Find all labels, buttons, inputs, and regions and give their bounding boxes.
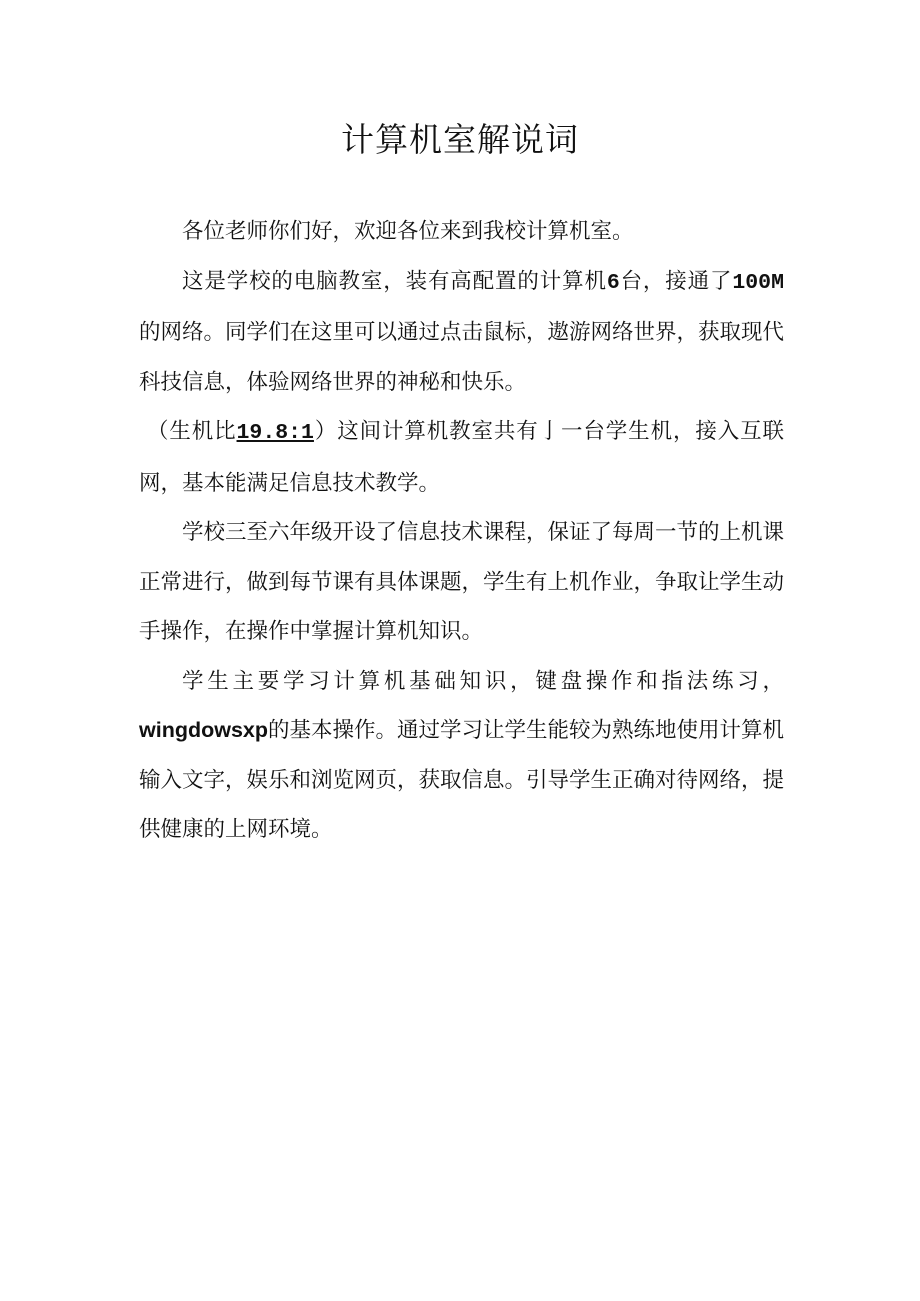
document-title: 计算机室解说词 (341, 120, 579, 159)
paragraph-greeting (139, 207, 784, 257)
computer-count: 6 (606, 270, 620, 295)
paragraph-curriculum (139, 508, 784, 657)
intro-text-2: 台，接通了 (619, 268, 733, 294)
intro-text-3: 的网络。同学们在这里可以通过点击鼠标，遨游网络世界，获取现代科技信息，体验网络世界的神秘和快乐。 (139, 320, 785, 395)
paragraph-classroom-intro (139, 257, 784, 408)
greeting-text: 各位老师你们好，欢迎各位来到我校计算机室。 (182, 219, 634, 244)
os-name: wingdowsxp (139, 718, 268, 742)
learning-text-1: 学生主要学习计算机基础知识，键盘操作和指法练习， (182, 668, 784, 694)
network-speed: 100M (732, 270, 784, 295)
paragraph-ratio (139, 407, 784, 508)
ratio-text-2: ）这间计算机教室共有亅一台学生机，接入互联网，基本能满足信息技术教学。 (139, 419, 784, 496)
student-computer-ratio: 19.8:1 (236, 421, 314, 445)
curriculum-text: 学校三至六年级开设了信息技术课程，保证了每周一节的上机课正常进行，做到每节课有具体课题，学生有上机作业，争取让学生动手操作，在操作中掌握计算机知识。 (139, 520, 785, 644)
learning-text-2: 的基本操作。通过学习让学生能较为熟练地使用计算机输入文字，娱乐和浏览网页，获取信息。引导学生正确对待网络，提供健康的上网环境。 (139, 718, 785, 842)
document-body (139, 207, 784, 855)
intro-text-1: 这是学校的电脑教室，装有高配置的计算机 (182, 268, 607, 294)
paragraph-learning (139, 657, 784, 855)
ratio-text-1: （生机比 (147, 419, 237, 444)
